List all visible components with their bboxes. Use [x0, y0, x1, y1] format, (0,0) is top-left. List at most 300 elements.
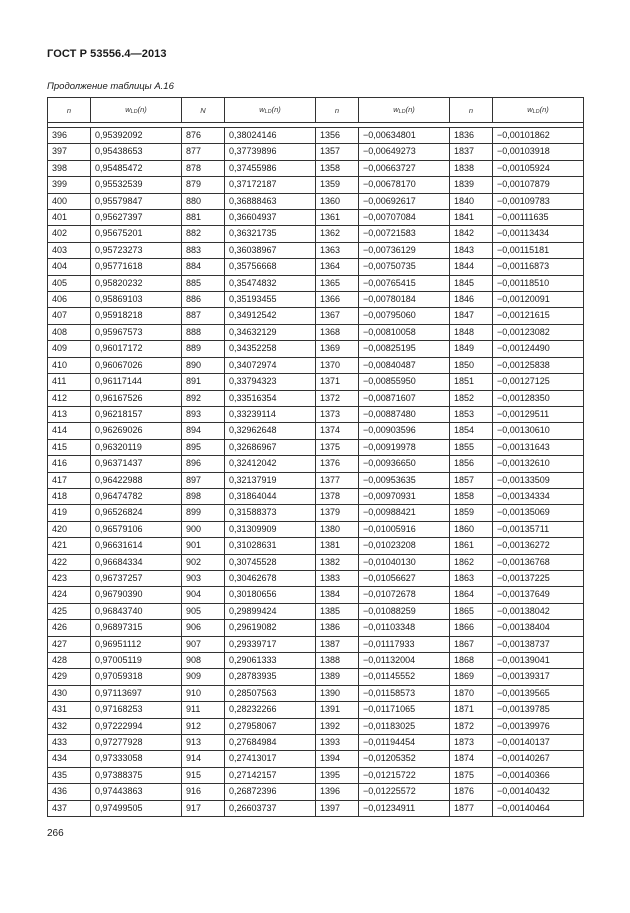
value-cell: −0,00139565	[493, 685, 584, 701]
index-cell: 901	[182, 538, 225, 554]
table-row	[48, 456, 584, 472]
index-cell: 402	[48, 226, 91, 242]
value-cell: 0,29899424	[225, 603, 316, 619]
value-cell: −0,00825195	[359, 341, 450, 357]
index-cell: 1383	[316, 570, 359, 586]
index-cell: 1385	[316, 603, 359, 619]
index-cell: 1858	[450, 488, 493, 504]
value-cell: 0,32686967	[225, 439, 316, 455]
table-row	[48, 357, 584, 373]
index-cell: 1871	[450, 702, 493, 718]
index-cell: 419	[48, 505, 91, 521]
index-cell: 1375	[316, 439, 359, 455]
index-cell: 421	[48, 538, 91, 554]
value-cell: 0,95392092	[91, 128, 182, 144]
value-cell: −0,00855950	[359, 374, 450, 390]
table-row	[48, 275, 584, 291]
value-cell: −0,00678170	[359, 177, 450, 193]
value-cell: −0,01215722	[359, 767, 450, 783]
column-header-argument: (n)	[539, 105, 549, 114]
value-cell: 0,96067026	[91, 357, 182, 373]
index-cell: 435	[48, 767, 91, 783]
index-cell: 1847	[450, 308, 493, 324]
value-cell: 0,32962648	[225, 423, 316, 439]
table-row	[48, 570, 584, 586]
index-cell: 1366	[316, 292, 359, 308]
value-cell: 0,96017172	[91, 341, 182, 357]
value-cell: 0,95869103	[91, 292, 182, 308]
value-cell: 0,95485472	[91, 160, 182, 176]
value-cell: −0,01117933	[359, 636, 450, 652]
table-row	[48, 538, 584, 554]
table-caption: Продолжение таблицы А.16	[47, 81, 174, 92]
value-cell: −0,00136768	[493, 554, 584, 570]
value-cell: −0,00103918	[493, 144, 584, 160]
table-row	[48, 324, 584, 340]
value-cell: −0,00970931	[359, 488, 450, 504]
index-cell: 879	[182, 177, 225, 193]
value-cell: −0,00115181	[493, 242, 584, 258]
index-cell: 412	[48, 390, 91, 406]
value-cell: 0,38024146	[225, 128, 316, 144]
table-row	[48, 308, 584, 324]
value-cell: 0,97499505	[91, 800, 182, 816]
value-cell: −0,00107879	[493, 177, 584, 193]
table-row	[48, 521, 584, 537]
value-cell: 0,36038967	[225, 242, 316, 258]
value-cell: 0,96167526	[91, 390, 182, 406]
value-cell: −0,00936650	[359, 456, 450, 472]
value-cell: 0,29339717	[225, 636, 316, 652]
value-cell: −0,01183025	[359, 718, 450, 734]
value-cell: −0,00663727	[359, 160, 450, 176]
value-cell: 0,36888463	[225, 193, 316, 209]
table-row	[48, 587, 584, 603]
index-cell: 1360	[316, 193, 359, 209]
index-cell: 1846	[450, 292, 493, 308]
value-cell: −0,00120091	[493, 292, 584, 308]
index-cell: 1840	[450, 193, 493, 209]
index-cell: 1394	[316, 751, 359, 767]
index-cell: 1860	[450, 521, 493, 537]
table-row	[48, 160, 584, 176]
value-cell: −0,00140464	[493, 800, 584, 816]
value-cell: 0,34072974	[225, 357, 316, 373]
value-cell: 0,33239114	[225, 406, 316, 422]
value-cell: −0,01171065	[359, 702, 450, 718]
value-cell: 0,31588373	[225, 505, 316, 521]
index-cell: 1857	[450, 472, 493, 488]
value-cell: 0,34632129	[225, 324, 316, 340]
table-row	[48, 292, 584, 308]
index-cell: 883	[182, 242, 225, 258]
value-cell: −0,00131643	[493, 439, 584, 455]
index-cell: 426	[48, 620, 91, 636]
value-cell: 0,95532539	[91, 177, 182, 193]
value-cell: −0,00113434	[493, 226, 584, 242]
index-cell: 1393	[316, 735, 359, 751]
index-cell: 1377	[316, 472, 359, 488]
value-cell: 0,35756668	[225, 259, 316, 275]
value-cell: 0,28507563	[225, 685, 316, 701]
value-cell: −0,00109783	[493, 193, 584, 209]
value-cell: −0,01005916	[359, 521, 450, 537]
index-cell: 406	[48, 292, 91, 308]
document-header: ГОСТ Р 53556.4—2013	[47, 48, 167, 60]
value-cell: −0,00105924	[493, 160, 584, 176]
value-cell: −0,00128350	[493, 390, 584, 406]
index-cell: 1845	[450, 275, 493, 291]
value-cell: −0,00127125	[493, 374, 584, 390]
table-row	[48, 472, 584, 488]
index-cell: 420	[48, 521, 91, 537]
table-row	[48, 144, 584, 160]
index-cell: 424	[48, 587, 91, 603]
value-cell: 0,36321735	[225, 226, 316, 242]
index-cell: 1363	[316, 242, 359, 258]
index-cell: 1839	[450, 177, 493, 193]
column-header-subscript: LD	[398, 109, 406, 115]
index-cell: 1392	[316, 718, 359, 734]
value-cell: 0,95438653	[91, 144, 182, 160]
index-cell: 1873	[450, 735, 493, 751]
index-cell: 905	[182, 603, 225, 619]
index-cell: 1844	[450, 259, 493, 275]
column-header-main: n	[468, 105, 474, 115]
column-header-main: w	[527, 105, 533, 114]
value-cell: −0,00721583	[359, 226, 450, 242]
value-cell: 0,96526824	[91, 505, 182, 521]
value-cell: 0,95918218	[91, 308, 182, 324]
data-table	[47, 97, 584, 817]
index-cell: 1836	[450, 128, 493, 144]
table-row	[48, 505, 584, 521]
value-cell: 0,95675201	[91, 226, 182, 242]
table-row	[48, 554, 584, 570]
table-row	[48, 226, 584, 242]
index-cell: 1374	[316, 423, 359, 439]
index-cell: 400	[48, 193, 91, 209]
value-cell: 0,96684334	[91, 554, 182, 570]
value-cell: −0,01023208	[359, 538, 450, 554]
index-cell: 397	[48, 144, 91, 160]
index-cell: 916	[182, 784, 225, 800]
value-cell: −0,00140432	[493, 784, 584, 800]
value-cell: 0,96897315	[91, 620, 182, 636]
index-cell: 1849	[450, 341, 493, 357]
table-row	[48, 784, 584, 800]
index-cell: 891	[182, 374, 225, 390]
value-cell: −0,00134334	[493, 488, 584, 504]
value-cell: 0,97277928	[91, 735, 182, 751]
value-cell: 0,33516354	[225, 390, 316, 406]
value-cell: −0,00887480	[359, 406, 450, 422]
value-cell: 0,95967573	[91, 324, 182, 340]
index-cell: 1364	[316, 259, 359, 275]
value-cell: −0,00736129	[359, 242, 450, 258]
column-header-main: w	[393, 105, 399, 114]
value-cell: 0,31309909	[225, 521, 316, 537]
index-cell: 904	[182, 587, 225, 603]
index-cell: 1395	[316, 767, 359, 783]
index-cell: 1386	[316, 620, 359, 636]
index-cell: 1843	[450, 242, 493, 258]
value-cell: 0,31864044	[225, 488, 316, 504]
value-cell: 0,96951112	[91, 636, 182, 652]
index-cell: 1376	[316, 456, 359, 472]
value-cell: 0,29619082	[225, 620, 316, 636]
index-cell: 1854	[450, 423, 493, 439]
value-cell: −0,00953635	[359, 472, 450, 488]
table-row	[48, 702, 584, 718]
index-cell: 1367	[316, 308, 359, 324]
value-cell: 0,96218157	[91, 406, 182, 422]
value-cell: 0,96579106	[91, 521, 182, 537]
value-cell: −0,00118510	[493, 275, 584, 291]
table-row	[48, 751, 584, 767]
table-row	[48, 406, 584, 422]
value-cell: 0,37739896	[225, 144, 316, 160]
value-cell: 0,96790390	[91, 587, 182, 603]
value-cell: −0,01132004	[359, 653, 450, 669]
value-cell: −0,00137649	[493, 587, 584, 603]
index-cell: 1863	[450, 570, 493, 586]
value-cell: −0,00129511	[493, 406, 584, 422]
value-cell: 0,37455986	[225, 160, 316, 176]
index-cell: 1391	[316, 702, 359, 718]
index-cell: 433	[48, 735, 91, 751]
index-cell: 1861	[450, 538, 493, 554]
index-cell: 1380	[316, 521, 359, 537]
index-cell: 906	[182, 620, 225, 636]
value-cell: 0,26603737	[225, 800, 316, 816]
table-row	[48, 653, 584, 669]
value-cell: −0,00111635	[493, 210, 584, 226]
index-cell: 407	[48, 308, 91, 324]
index-cell: 1848	[450, 324, 493, 340]
index-cell: 414	[48, 423, 91, 439]
index-cell: 1387	[316, 636, 359, 652]
index-cell: 876	[182, 128, 225, 144]
index-cell: 881	[182, 210, 225, 226]
table-row	[48, 603, 584, 619]
value-cell: −0,00707084	[359, 210, 450, 226]
index-cell: 903	[182, 570, 225, 586]
value-cell: 0,37172187	[225, 177, 316, 193]
value-cell: −0,00121615	[493, 308, 584, 324]
value-cell: −0,01145552	[359, 669, 450, 685]
index-cell: 405	[48, 275, 91, 291]
index-cell: 907	[182, 636, 225, 652]
index-cell: 895	[182, 439, 225, 455]
value-cell: 0,32412042	[225, 456, 316, 472]
index-cell: 878	[182, 160, 225, 176]
index-cell: 877	[182, 144, 225, 160]
index-cell: 410	[48, 357, 91, 373]
index-cell: 1870	[450, 685, 493, 701]
value-cell: 0,27413017	[225, 751, 316, 767]
index-cell: 887	[182, 308, 225, 324]
value-cell: 0,96269026	[91, 423, 182, 439]
index-cell: 1842	[450, 226, 493, 242]
value-cell: −0,00810058	[359, 324, 450, 340]
value-cell: −0,00919978	[359, 439, 450, 455]
index-cell: 417	[48, 472, 91, 488]
index-cell: 1856	[450, 456, 493, 472]
value-cell: 0,29061333	[225, 653, 316, 669]
index-cell: 1837	[450, 144, 493, 160]
index-cell: 1362	[316, 226, 359, 242]
value-cell: 0,97005119	[91, 653, 182, 669]
column-header-argument: (n)	[137, 105, 147, 114]
index-cell: 411	[48, 374, 91, 390]
value-cell: 0,95579847	[91, 193, 182, 209]
column-header-main: n	[334, 105, 340, 115]
value-cell: −0,00101862	[493, 128, 584, 144]
index-cell: 1378	[316, 488, 359, 504]
value-cell: 0,95723273	[91, 242, 182, 258]
value-cell: −0,01225572	[359, 784, 450, 800]
value-cell: 0,27958067	[225, 718, 316, 734]
index-cell: 911	[182, 702, 225, 718]
index-cell: 914	[182, 751, 225, 767]
index-cell: 1379	[316, 505, 359, 521]
value-cell: −0,00138404	[493, 620, 584, 636]
column-header	[493, 98, 584, 123]
value-cell: −0,00136272	[493, 538, 584, 554]
table-header-row	[48, 98, 584, 123]
index-cell: 413	[48, 406, 91, 422]
index-cell: 884	[182, 259, 225, 275]
index-cell: 1368	[316, 324, 359, 340]
index-cell: 416	[48, 456, 91, 472]
value-cell: 0,96843740	[91, 603, 182, 619]
table-row	[48, 439, 584, 455]
column-header	[316, 98, 359, 123]
index-cell: 422	[48, 554, 91, 570]
value-cell: 0,28232266	[225, 702, 316, 718]
value-cell: −0,00765415	[359, 275, 450, 291]
value-cell: 0,97443863	[91, 784, 182, 800]
index-cell: 408	[48, 324, 91, 340]
index-cell: 1841	[450, 210, 493, 226]
value-cell: 0,30745528	[225, 554, 316, 570]
value-cell: −0,00124490	[493, 341, 584, 357]
value-cell: −0,00649273	[359, 144, 450, 160]
index-cell: 902	[182, 554, 225, 570]
index-cell: 1371	[316, 374, 359, 390]
value-cell: −0,00139785	[493, 702, 584, 718]
column-header	[48, 98, 91, 123]
column-header-argument: (n)	[405, 105, 415, 114]
index-cell: 894	[182, 423, 225, 439]
table-row	[48, 735, 584, 751]
value-cell: 0,96737257	[91, 570, 182, 586]
value-cell: 0,96117144	[91, 374, 182, 390]
index-cell: 1864	[450, 587, 493, 603]
index-cell: 398	[48, 160, 91, 176]
table-row	[48, 242, 584, 258]
value-cell: −0,00795060	[359, 308, 450, 324]
column-header-subscript: LD	[532, 109, 540, 115]
table-row	[48, 390, 584, 406]
index-cell: 1390	[316, 685, 359, 701]
table-row	[48, 210, 584, 226]
index-cell: 437	[48, 800, 91, 816]
index-cell: 434	[48, 751, 91, 767]
index-cell: 403	[48, 242, 91, 258]
index-cell: 1838	[450, 160, 493, 176]
value-cell: 0,96422988	[91, 472, 182, 488]
value-cell: 0,34352258	[225, 341, 316, 357]
index-cell: 896	[182, 456, 225, 472]
column-header-main: w	[125, 105, 131, 114]
value-cell: 0,95771618	[91, 259, 182, 275]
value-cell: −0,00130610	[493, 423, 584, 439]
index-cell: 1357	[316, 144, 359, 160]
table-row	[48, 423, 584, 439]
value-cell: 0,27684984	[225, 735, 316, 751]
index-cell: 1358	[316, 160, 359, 176]
value-cell: 0,97059318	[91, 669, 182, 685]
index-cell: 890	[182, 357, 225, 373]
index-cell: 1850	[450, 357, 493, 373]
index-cell: 1851	[450, 374, 493, 390]
index-cell: 1370	[316, 357, 359, 373]
table-row	[48, 193, 584, 209]
index-cell: 910	[182, 685, 225, 701]
table-row	[48, 685, 584, 701]
column-header	[359, 98, 450, 123]
value-cell: −0,00137225	[493, 570, 584, 586]
index-cell: 1361	[316, 210, 359, 226]
value-cell: −0,00139041	[493, 653, 584, 669]
value-cell: −0,00139976	[493, 718, 584, 734]
value-cell: −0,00140137	[493, 735, 584, 751]
value-cell: −0,00133509	[493, 472, 584, 488]
index-cell: 1876	[450, 784, 493, 800]
table-row	[48, 636, 584, 652]
index-cell: 1867	[450, 636, 493, 652]
table-row	[48, 718, 584, 734]
column-header	[450, 98, 493, 123]
value-cell: −0,00123082	[493, 324, 584, 340]
index-cell: 423	[48, 570, 91, 586]
index-cell: 1388	[316, 653, 359, 669]
index-cell: 415	[48, 439, 91, 455]
table-row	[48, 374, 584, 390]
column-header	[182, 98, 225, 123]
value-cell: 0,96320119	[91, 439, 182, 455]
index-cell: 1877	[450, 800, 493, 816]
index-cell: 882	[182, 226, 225, 242]
column-header-main: N	[200, 105, 206, 115]
index-cell: 900	[182, 521, 225, 537]
value-cell: 0,96371437	[91, 456, 182, 472]
table-body	[48, 128, 584, 817]
column-header-main: n	[66, 105, 72, 115]
value-cell: 0,30462678	[225, 570, 316, 586]
index-cell: 436	[48, 784, 91, 800]
value-cell: 0,33794323	[225, 374, 316, 390]
index-cell: 1384	[316, 587, 359, 603]
index-cell: 1869	[450, 669, 493, 685]
value-cell: 0,27142157	[225, 767, 316, 783]
value-cell: 0,34912542	[225, 308, 316, 324]
index-cell: 1866	[450, 620, 493, 636]
index-cell: 888	[182, 324, 225, 340]
index-cell: 409	[48, 341, 91, 357]
